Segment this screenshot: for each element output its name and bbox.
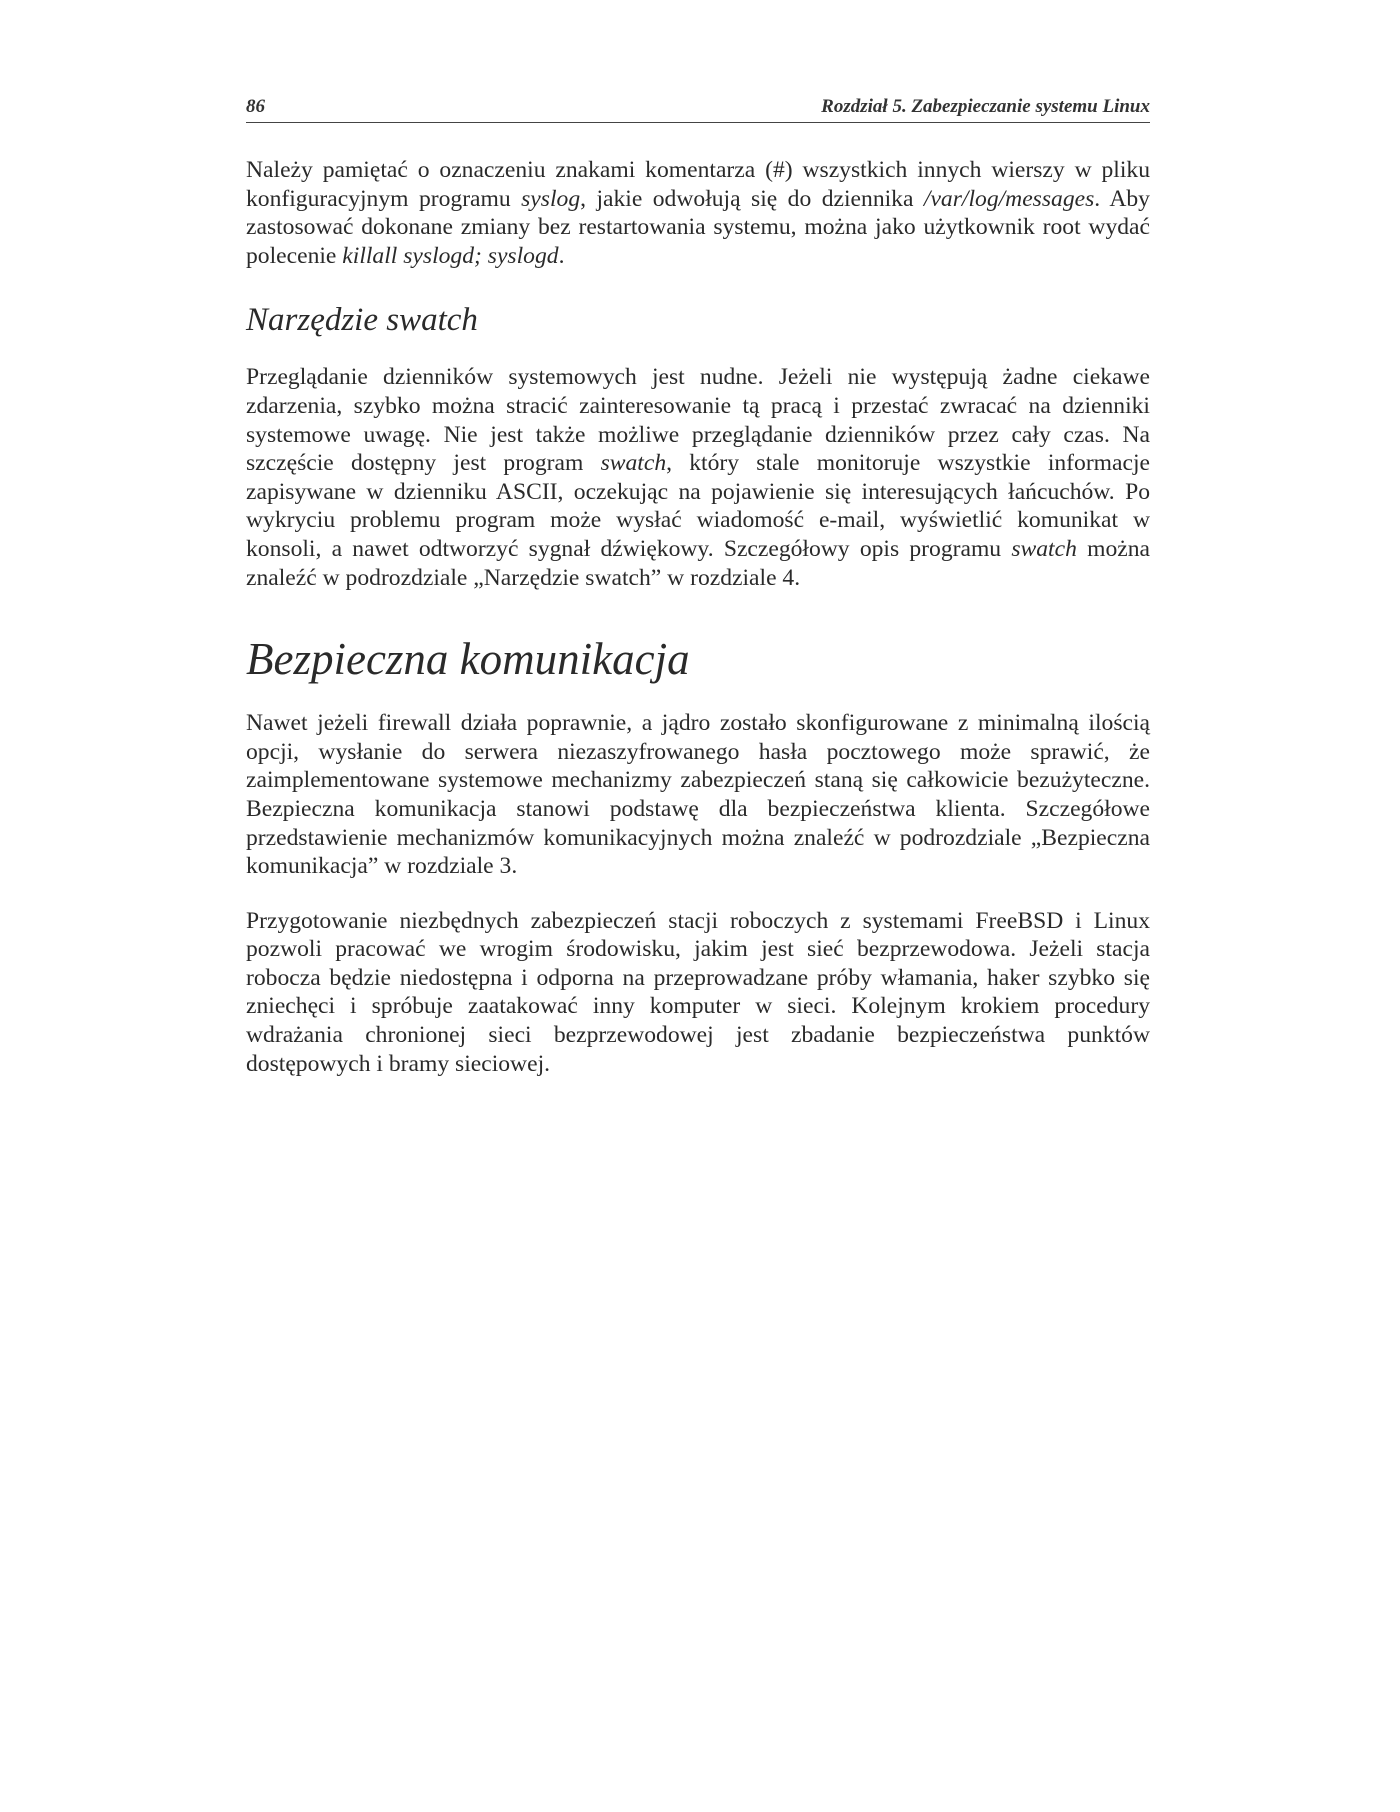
page-number: 86 (246, 96, 265, 117)
intro-text-4: . (558, 242, 565, 269)
secure-paragraph-2: Przygotowanie niezbędnych zabezpieczeń stacji roboczych z systemami FreeBSD i Linux pozwoli pracować we wrogim środowisku, jakim jest sieć bezprzewodowa. Jeżeli stacja robocza będzie niedostępna i odporna na przeprowadzane próby włamania, haker szybko się zniechęci i spróbuje zaatakować inny komputer w sieci. Kolejnym krokiem procedury wdrażania chronionej sieci bezprzewodowej jest zbadanie bezpieczeństwa punktów dostępowych i bramy sieciowej. (246, 907, 1150, 1077)
running-header (246, 96, 1150, 123)
command-text: killall syslogd; syslogd (342, 242, 559, 269)
intro-text-3: . Aby zastosować dokonane zmiany bez restartowania systemu, można jako użytkownik root wydać polecenie (246, 185, 1150, 269)
swatch-text-2: , który stale monitoruje wszystkie informacje zapisywane w dzienniku ASCII, oczekując na pojawienie się interesujących łańcuchów. Po wykryciu problemu program może wysłać wiadomość e-mail, wyświetlić komunikat w konsoli, a nawet odtworzyć sygnał dźwiękowy. Szczegółowy opis programu (246, 450, 1150, 562)
page (246, 96, 1150, 1078)
swatch-term-1: swatch (600, 450, 667, 477)
swatch-term-2: swatch (1011, 535, 1077, 562)
swatch-paragraph (246, 363, 1150, 592)
syslog-term: syslog (521, 185, 581, 212)
chapter-title: Rozdział 5. Zabezpieczanie systemu Linux (821, 96, 1150, 117)
log-path: /var/log/messages (923, 185, 1095, 212)
swatch-text-3: można znaleźć w podrozdziale „Narzędzie swatch” w rozdziale 4. (246, 535, 1150, 591)
intro-paragraph (246, 156, 1150, 270)
swatch-text-1: Przeglądanie dzienników systemowych jest nudne. Jeżeli nie występują żadne ciekawe zdarzenia, szybko można stracić zainteresowanie tą pracą i przestać zwracać na dzienniki systemowe uwagę. Nie jest także możliwe przeglądanie dzienników przez cały czas. Na szczęście dostępny jest program (246, 364, 1150, 477)
intro-text-2: , jakie odwołują się do dziennika (580, 185, 924, 212)
secure-paragraph-1: Nawet jeżeli firewall działa poprawnie, a jądro zostało skonfigurowane z minimalną ilością opcji, wysłanie do serwera niezaszyfrowanego hasła pocztowego może sprawić, że zaimplementowane systemowe mechanizmy zabezpieczeń staną się całkowicie bezużyteczne. Bezpieczna komunikacja stanowi podstawę dla bezpieczeństwa klienta. Szczegółowe przedstawienie mechanizmów komunikacyjnych można znaleźć w podrozdziale „Bezpieczna komunikacja” w rozdziale 3. (246, 710, 1150, 880)
swatch-heading: Narzędzie swatch (246, 302, 478, 339)
secure-communication-heading: Bezpieczna komunikacja (246, 634, 690, 685)
intro-text-1: Należy pamiętać o oznaczeniu znakami komentarza (#) wszystkich innych wierszy w pliku konfiguracyjnym programu (246, 157, 1150, 212)
